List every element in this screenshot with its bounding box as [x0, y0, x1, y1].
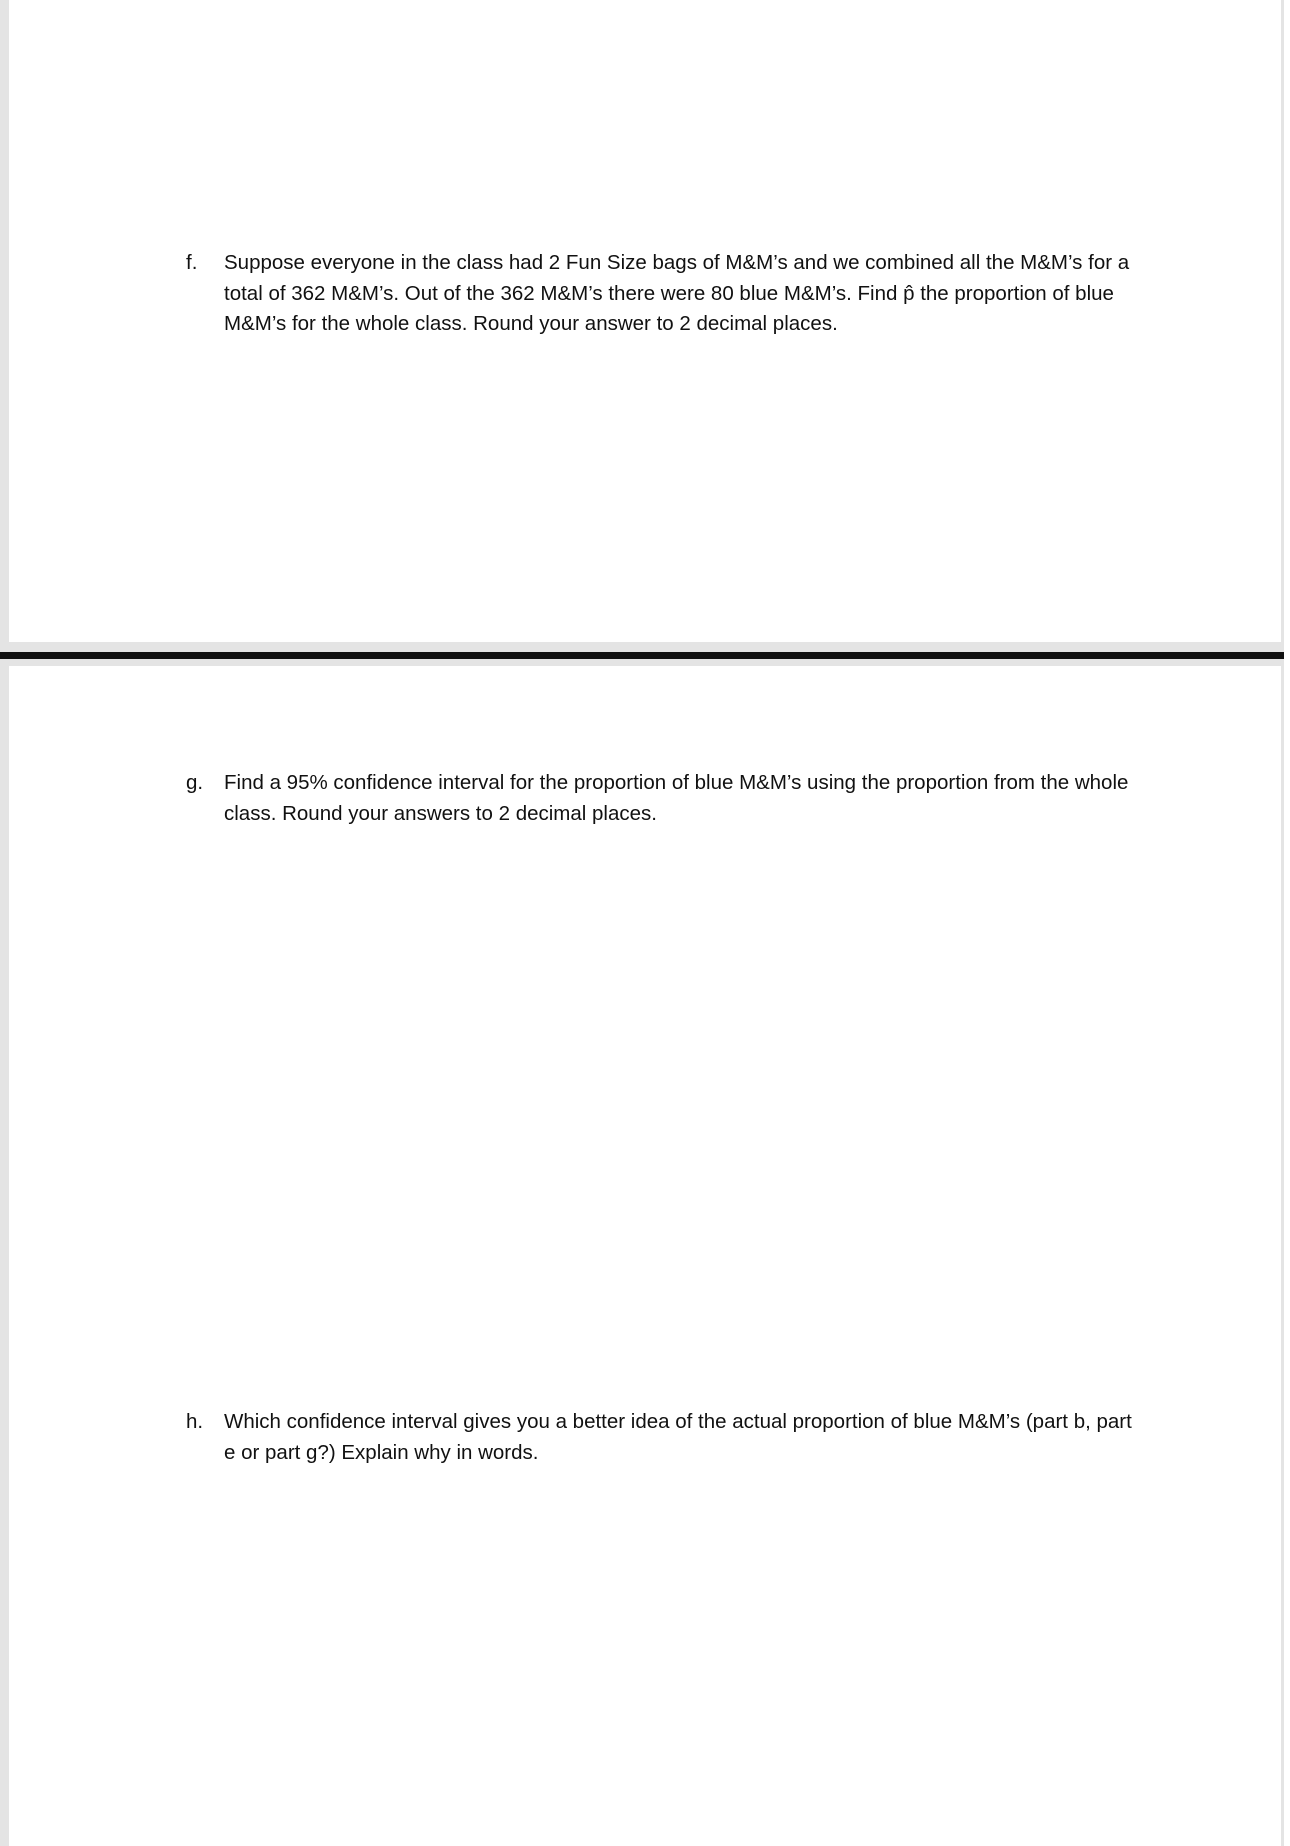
document-page-1: [9, 0, 1281, 642]
page-divider: [0, 652, 1290, 659]
question-g-letter: g.: [186, 771, 204, 794]
question-h-letter: h.: [186, 1410, 204, 1433]
viewer-right-edge: [1284, 0, 1290, 1846]
question-f-text: Suppose everyone in the class had 2 Fun Size bags of M&M’s and we combined all the M&M’s for a total of 362 M&M’s. Out of the 362 M&M’s there were 80 blue M&M’s. Find p̂ the proportion of blue M&M’s for the whole class. Round your answer to 2 decimal places.: [224, 251, 1130, 335]
document-page-2: [9, 666, 1281, 1846]
question-h-text: Which confidence interval gives you a better idea of the actual proportion of blue M&M’s (part b, part e or part g?) Explain why in words.: [224, 1410, 1132, 1464]
question-f-letter: f.: [186, 251, 198, 274]
question-g-text: Find a 95% confidence interval for the proportion of blue M&M’s using the proportion from the whole class. Round your answers to 2 decimal places.: [224, 771, 1129, 825]
